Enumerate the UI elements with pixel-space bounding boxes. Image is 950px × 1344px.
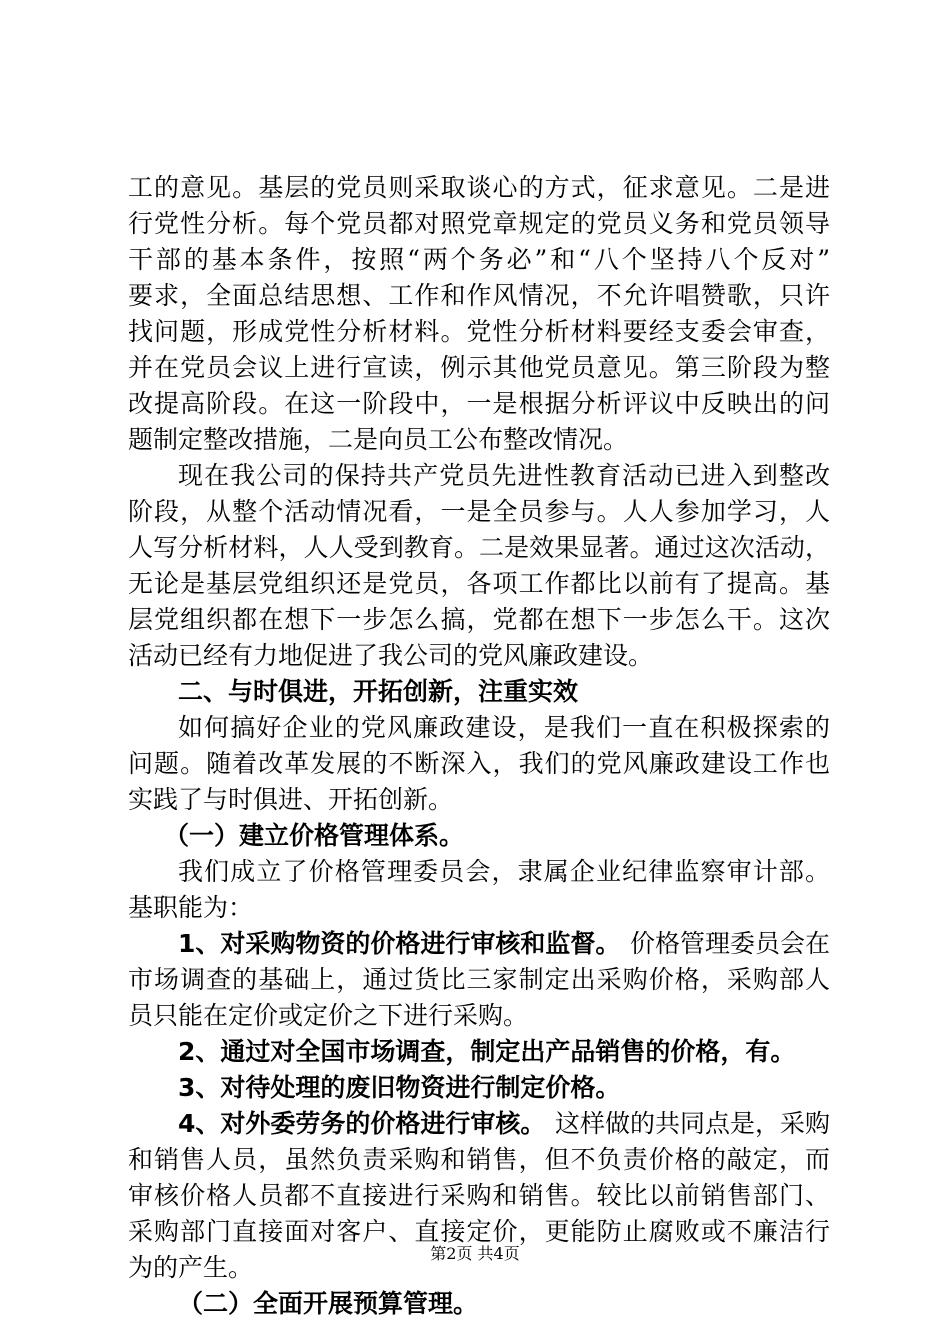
paragraph-line: 要求，全面总结思想、工作和作风情况，不允许唱赞歌，只许 <box>128 281 830 310</box>
paragraph-line: 基职能为： <box>128 893 254 922</box>
section-heading: 二、与时俱进，开拓创新，注重实效 <box>178 677 579 706</box>
list-item-text: 价格管理委员会在 <box>629 929 830 958</box>
paragraph-line: 实践了与时俱进、开拓创新。 <box>128 785 454 814</box>
list-item-text: 这样做的共同点是，采购 <box>554 1109 830 1138</box>
paragraph-line: 行党性分析。每个党员都对照党章规定的党员义务和党员领导 <box>128 209 830 238</box>
paragraph-line: 找问题，形成党性分析材料。党性分析材料要经支委会审查， <box>128 317 830 346</box>
paragraph-line: 员只能在定价或定价之下进行采购。 <box>128 1001 529 1030</box>
paragraph-line: 层党组织都在想下一步怎么搞，党都在想下一步怎么干。这次 <box>128 605 830 634</box>
paragraph-line: 干部的基本条件，按照“两个务必”和“八个坚持八个反对” <box>128 245 830 274</box>
subsection-heading: （二）全面开展预算管理。 <box>178 1289 479 1318</box>
paragraph-line: 和销售人员，虽然负责采购和销售，但不负责价格的敲定，而 <box>128 1145 830 1174</box>
list-item-4 <box>178 1106 830 1142</box>
paragraph-line: 并在党员会议上进行宣读，例示其他党员意见。第三阶段为整 <box>128 353 830 382</box>
paragraph-line: 改提高阶段。在这一阶段中，一是根据分析评议中反映出的问 <box>128 389 830 418</box>
paragraph-line: 审核价格人员都不直接进行采购和销售。较比以前销售部门、 <box>128 1181 830 1210</box>
list-item-1 <box>178 926 830 962</box>
subsection-heading: （一）建立价格管理体系。 <box>164 821 465 850</box>
paragraph-line: 活动已经有力地促进了我公司的党风廉政建设。 <box>128 641 654 670</box>
list-item-lead: 1、对采购物资的价格进行审核和监督。 <box>178 929 621 958</box>
paragraph-line: 我们成立了价格管理委员会，隶属企业纪律监察审计部。 <box>178 857 830 886</box>
list-item-3: 3、对待处理的废旧物资进行制定价格。 <box>178 1073 621 1102</box>
list-item-2: 2、通过对全国市场调查，制定出产品销售的价格，有。 <box>178 1037 796 1066</box>
paragraph-line: 人写分析材料，人人受到教育。二是效果显著。通过这次活动， <box>128 533 830 562</box>
paragraph-line: 工的意见。基层的党员则采取谈心的方式，征求意见。二是进 <box>128 173 830 202</box>
page-footer: 第2页 共4页 <box>430 1244 520 1263</box>
paragraph-line: 为的产生。 <box>128 1253 254 1282</box>
paragraph-line: 采购部门直接面对客户、直接定价，更能防止腐败或不廉洁行 <box>128 1217 830 1246</box>
paragraph-line: 无论是基层党组织还是党员，各项工作都比以前有了提高。基 <box>128 569 830 598</box>
paragraph-line: 问题。随着改革发展的不断深入，我们的党风廉政建设工作也 <box>128 749 830 778</box>
paragraph-line: 阶段，从整个活动情况看，一是全员参与。人人参加学习，人 <box>128 497 830 526</box>
paragraph-line: 如何搞好企业的党风廉政建设，是我们一直在积极探索的 <box>178 713 830 742</box>
paragraph-line: 现在我公司的保持共产党员先进性教育活动已进入到整改 <box>178 461 830 490</box>
paragraph-line: 市场调查的基础上，通过货比三家制定出采购价格，采购部人 <box>128 965 830 994</box>
paragraph-line: 题制定整改措施，二是向员工公布整改情况。 <box>128 425 629 454</box>
list-item-lead: 4、对外委劳务的价格进行审核。 <box>178 1109 546 1138</box>
